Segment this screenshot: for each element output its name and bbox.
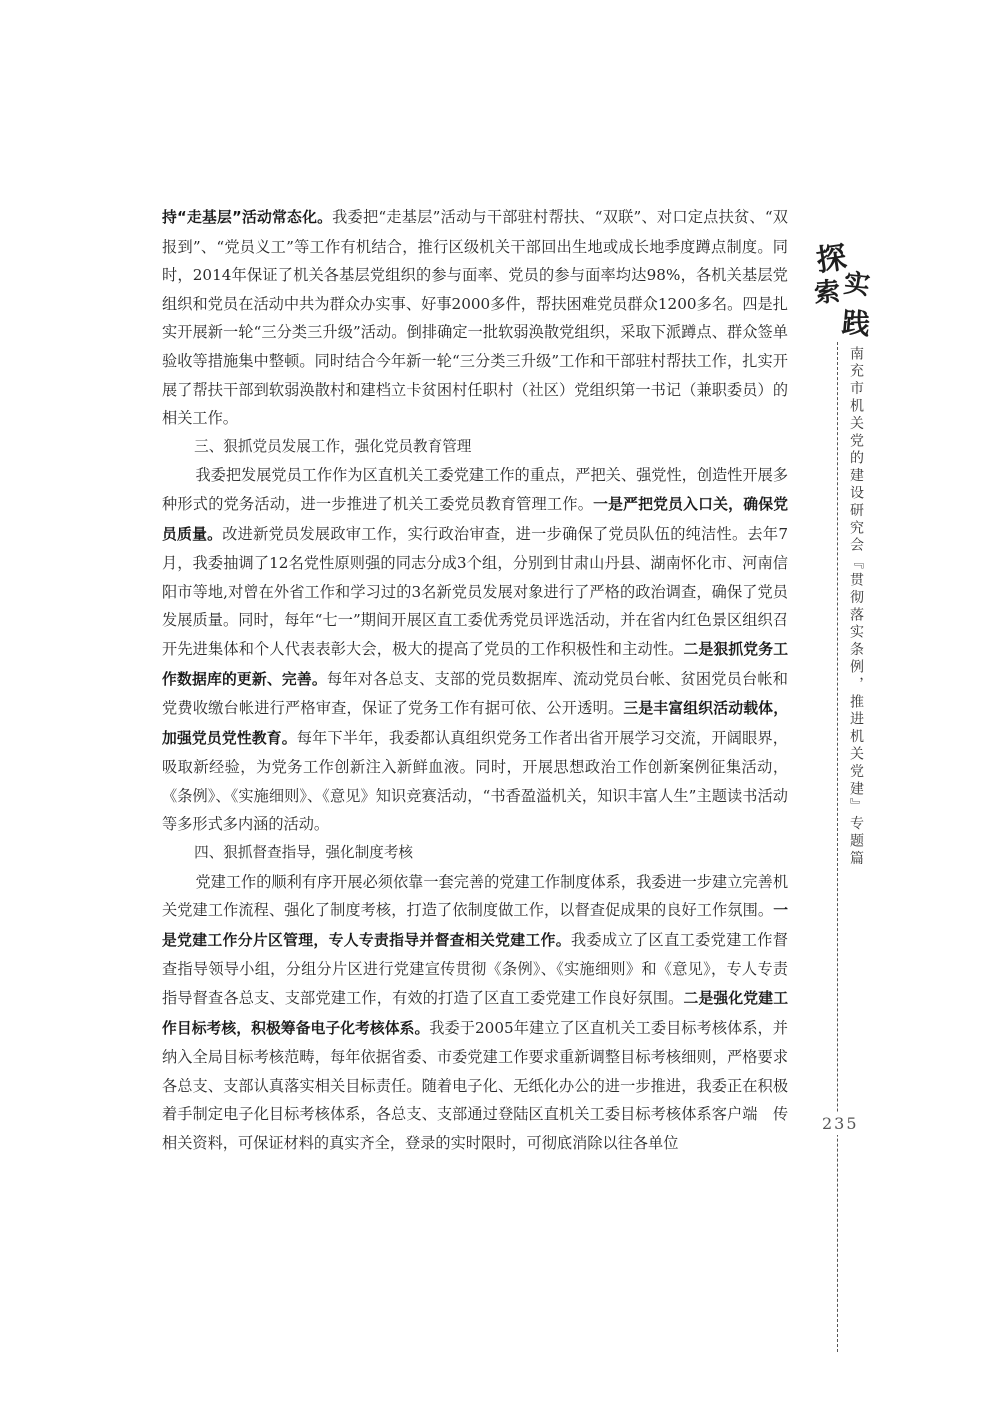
- dashed-divider: [837, 342, 838, 1352]
- bold-point-1: 一是严把党员入口关，确保党员质量。: [162, 495, 788, 543]
- vertical-column-title: 南充市机关党的建设研究会『贯彻落实条例，推进机关党建』专题篇: [848, 346, 864, 868]
- paragraph-2-text-2: 改进新党员发展政审工作，实行政治审查，进一步确保了党员队伍的纯洁性。去年7月，我委抽调了12名党性原则强的同志分成3个组，分别到甘肃山丹县、湖南怀化市、河南信阳市等地,对曾在外省工作和学习过的3名新党员发展对象进行了严格的政治调查，确保了党员发展质量。同时，每年“七一”期间开展区直工委优秀党员评选活动，并在省内红色景区组织召开先进集体和个人代表表彰大会，极大的提高了党员的工作积极性和主动性。: [162, 524, 788, 658]
- column-logo: [812, 230, 872, 340]
- page-number: 235: [822, 1114, 859, 1133]
- paragraph-3-text-3: 我委于2005年建立了区直机关工委目标考核体系，并纳入全局目标考核范畴，每年依据省委、市委党建工作要求重新调整目标考核细则，严格要求各总支、支部认真落实相关目标责任。随着电子化、无纸化办公的进一步推进，我委正在积极着手制定电子化目标考核体系，各总支、支部通过登陆区直机关工委目标考核体系客户端 传相关资料，可保证材料的真实齐全，登录的实时限时，可彻底消除以往各单位: [162, 1018, 788, 1152]
- bold-point-4: 一是党建工作分片区管理，专人专责指导并督查相关党建工作。: [162, 902, 788, 949]
- paragraph-3-text-1: 党建工作的顺利有序开展必须依靠一套完善的党建工作制度体系，我委进一步建立完善机关党建工作流程、强化了制度考核，打造了依制度做工作，以督查促成果的良好工作氛围。: [162, 872, 788, 920]
- paragraph-2-text-3: 每年对各总支、支部的党员数据库、流动党员台帐、贫困党员台帐和党费收缴台帐进行严格审查，保证了党务工作有据可依、公开透明。: [162, 669, 788, 718]
- paragraph-3: [162, 868, 788, 1158]
- bold-lead-1: 持“走基层”活动常态化。: [162, 209, 333, 226]
- paragraph-1-text: 我委把“走基层”活动与干部驻村帮扶、“双联”、对口定点扶贫、“双报到”、“党员义工”等工作有机结合，推行区级机关干部回出生地或成长地季度蹲点制度。同时，2014年保证了机关各基层党组织的参与面率、党员的参与面率均达98%，各机关基层党组织和党员在活动中共为群众办实事、好事2000多件，帮扶困难党员群众1200多名。四是扎实开展新一轮“三分类三升级”活动。倒排确定一批软弱涣散党组织，采取下派蹲点、群众签单验收等措施集中整顿。同时结合今年新一轮“三分类三升级”工作和干部驻村帮扶工作，扎实开展了帮扶干部到软弱涣散村和建档立卡贫困村任职村（社区）党组织第一书记（兼职委员）的相关工作。: [162, 208, 788, 428]
- bold-point-2: 二是狠抓党务工作数据库的更新、完善。: [162, 640, 788, 688]
- logo-char-1: 探: [814, 240, 849, 279]
- paragraph-2: [162, 461, 788, 839]
- paragraph-2-text-1: 我委把发展党员工作作为区直机关工委党建工作的重点，严把关、强党性，创造性开展多种形式的党务活动，进一步推进了机关工委党员教育管理工作。: [162, 466, 788, 513]
- paragraph-3-text-2: 我委成立了区直工委党建工作督查指导领导小组，分组分片区进行党建宣传贯彻《条例》、《实施细则》和《意见》，专人专责指导督查各总支、支部党建工作，有效的打造了区直工委党建工作良好氛围。: [162, 930, 788, 1008]
- paragraph-2-text-4: 每年下半年，我委都认真组织党务工作者出省开展学习交流，开阔眼界，吸取新经验，为党务工作创新注入新鲜血液。同时，开展思想政治工作创新案例征集活动，《条例》、《实施细则》、《意见》知识竞赛活动，“书香盈溢机关，知识丰富人生”主题读书活动等多形式多内涵的活动。: [162, 728, 788, 834]
- logo-char-3: 索: [813, 277, 842, 309]
- bold-point-5: 二是强化党建工作目标考核，积极筹备电子化考核体系。: [162, 990, 788, 1037]
- logo-char-2: 实: [842, 268, 872, 302]
- bold-point-3: 三是丰富组织活动载体，加强党员党性教育。: [162, 700, 788, 747]
- paragraph-1: [162, 203, 788, 433]
- main-text: [162, 203, 788, 1158]
- side-margin: [812, 230, 872, 1230]
- logo-char-4: 践: [840, 305, 872, 342]
- section-heading-4: 四、狠抓督查指导，强化制度考核: [194, 844, 414, 862]
- section-heading-3: 三、狠抓党员发展工作，强化党员教育管理: [194, 437, 472, 455]
